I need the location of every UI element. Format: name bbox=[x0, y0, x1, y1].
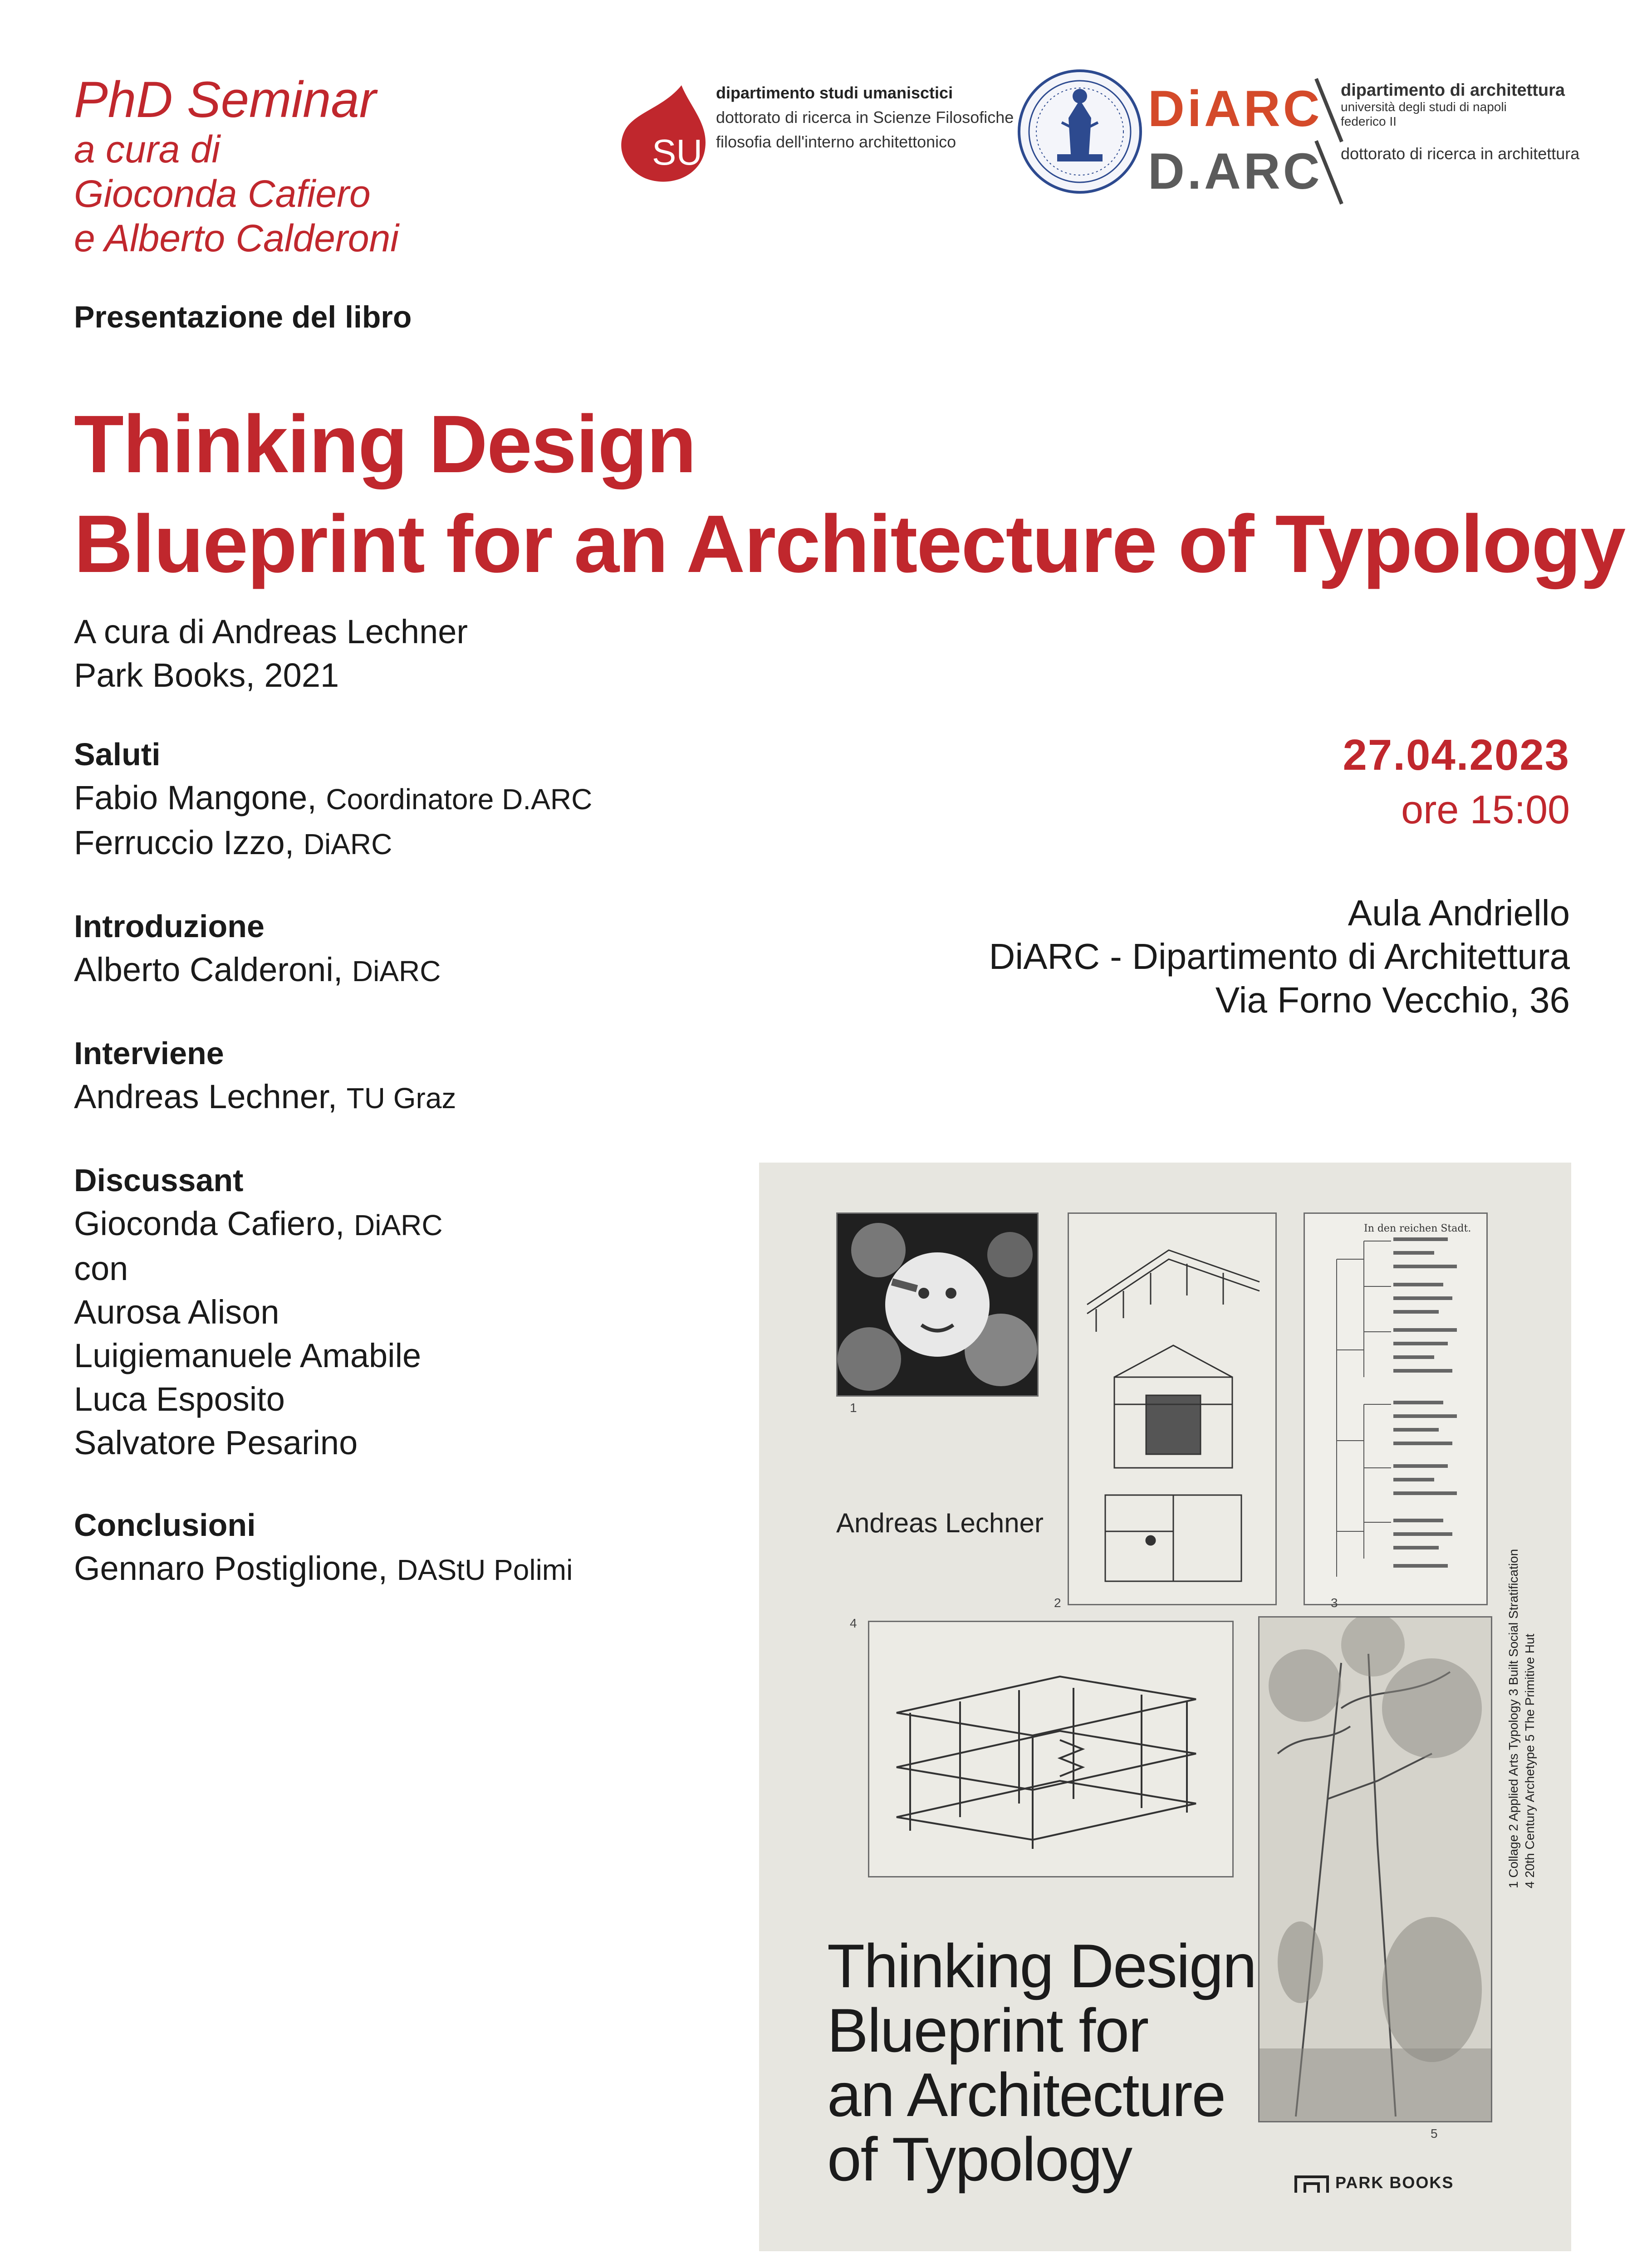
publisher-logo-text: PARK BOOKS bbox=[1335, 2173, 1454, 2192]
cover-author: Andreas Lechner bbox=[836, 1508, 1044, 1538]
cover-caption-2: 4 20th Century Archetype 5 The Primitive Hut bbox=[1523, 1633, 1537, 1888]
cover-panel-stratification bbox=[1304, 1212, 1488, 1605]
cover-captions bbox=[1505, 1435, 1555, 1888]
book-editor-info bbox=[74, 610, 468, 697]
panel-number: 1 bbox=[850, 1401, 857, 1415]
seminar-curator-2: e Alberto Calderoni bbox=[74, 217, 399, 259]
speaker-role: TU Graz bbox=[346, 1082, 456, 1114]
diarc-line-1: dipartimento di architettura bbox=[1341, 81, 1565, 100]
speaker-name: Alberto Calderoni, bbox=[74, 951, 343, 988]
speaker-line bbox=[74, 1075, 755, 1120]
editor-line: A cura di Andreas Lechner bbox=[74, 613, 468, 650]
speaker-line bbox=[74, 1202, 755, 1247]
book-title bbox=[74, 395, 1625, 594]
event-datetime bbox=[1343, 728, 1570, 837]
speaker-role: DiARC bbox=[352, 955, 441, 987]
section-interviene bbox=[74, 1031, 755, 1120]
publisher-line: Park Books, 2021 bbox=[74, 656, 339, 694]
su-line-3: filosofia dell'interno architettonico bbox=[716, 132, 956, 151]
discussant-name: Luca Esposito bbox=[74, 1380, 285, 1418]
cover-title bbox=[827, 1931, 1256, 2194]
darc-department-text: dottorato di ricerca in architettura bbox=[1341, 144, 1580, 163]
su-line-2: dottorato di ricerca in Scienze Filosofiche bbox=[716, 108, 1014, 127]
document-heading: In den reichen Stadt. bbox=[1364, 1223, 1471, 1234]
speaker-name: Andreas Lechner, bbox=[74, 1078, 338, 1115]
su-line-1: dipartimento studi umanisctici bbox=[716, 83, 953, 102]
book-presentation-kicker: Presentazione del libro bbox=[74, 300, 412, 334]
diarc-department-text bbox=[1341, 81, 1565, 129]
program bbox=[74, 733, 755, 1630]
su-mark: SU bbox=[652, 132, 703, 172]
section-heading: Conclusioni bbox=[74, 1507, 256, 1543]
seminar-block bbox=[74, 73, 399, 260]
cover-panel-typology bbox=[1068, 1212, 1277, 1605]
su-logo bbox=[613, 81, 718, 190]
book-title-line-1: Thinking Design bbox=[74, 399, 696, 490]
speaker-line bbox=[74, 776, 755, 821]
diarc-line-2: università degli studi di napoli bbox=[1341, 100, 1507, 114]
park-books-logo-icon bbox=[1294, 2172, 1330, 2195]
discussant-name: Aurosa Alison bbox=[74, 1293, 279, 1331]
panel-number: 5 bbox=[1431, 2126, 1438, 2141]
con-label: con bbox=[74, 1250, 128, 1287]
su-department-text bbox=[716, 81, 1014, 154]
section-conclusioni bbox=[74, 1503, 755, 1592]
speaker-role: Coordinatore D.ARC bbox=[326, 783, 593, 816]
speaker-role: DAStU Polimi bbox=[397, 1554, 573, 1586]
cover-caption-1: 1 Collage 2 Applied Arts Typology 3 Built Social Stratification bbox=[1506, 1549, 1520, 1888]
primitive-hut-engraving-icon bbox=[1260, 1618, 1491, 2121]
book-title-line-2: Blueprint for an Architecture of Typology bbox=[74, 499, 1625, 590]
cover-title-line: of Typology bbox=[827, 2125, 1132, 2194]
section-introduzione bbox=[74, 904, 755, 993]
moon-collage-icon bbox=[838, 1214, 1037, 1395]
venue-address: Via Forno Vecchio, 36 bbox=[1215, 980, 1570, 1020]
panel-number: 4 bbox=[850, 1616, 857, 1630]
book-cover-image bbox=[759, 1163, 1571, 2251]
cover-panel-collage bbox=[836, 1212, 1039, 1397]
panel-number: 2 bbox=[1054, 1596, 1061, 1610]
speaker-name: Ferruccio Izzo, bbox=[74, 824, 294, 861]
section-heading: Introduzione bbox=[74, 909, 265, 944]
section-heading: Discussant bbox=[74, 1163, 244, 1198]
speaker-role: DiARC bbox=[303, 828, 392, 860]
event-venue bbox=[989, 891, 1570, 1022]
speaker-line bbox=[74, 948, 755, 993]
seminar-title: PhD Seminar bbox=[74, 71, 377, 128]
speaker-name: Gioconda Cafiero, bbox=[74, 1205, 345, 1242]
speaker-name: Gennaro Postiglione, bbox=[74, 1549, 388, 1587]
university-seal-icon bbox=[1016, 68, 1143, 195]
darc-logo: D.ARC bbox=[1148, 143, 1323, 200]
domino-frame-icon bbox=[869, 1622, 1232, 1876]
speaker-line bbox=[74, 1547, 755, 1592]
speaker-name: Fabio Mangone, bbox=[74, 779, 317, 816]
speaker-line bbox=[74, 821, 755, 866]
section-heading: Interviene bbox=[74, 1036, 224, 1071]
venue-room: Aula Andriello bbox=[1348, 893, 1570, 933]
cover-title-line: an Architecture bbox=[827, 2060, 1225, 2129]
seminar-curator-1: Gioconda Cafiero bbox=[74, 172, 371, 215]
section-discussant bbox=[74, 1158, 755, 1465]
hut-drawing-icon bbox=[1069, 1214, 1275, 1604]
tree-diagram-icon bbox=[1305, 1214, 1486, 1604]
diarc-line-3: federico II bbox=[1341, 114, 1397, 128]
section-saluti bbox=[74, 733, 755, 866]
cover-panel-archetype bbox=[868, 1621, 1234, 1877]
discussant-name: Salvatore Pesarino bbox=[74, 1424, 358, 1461]
cover-title-line: Blueprint for bbox=[827, 1996, 1148, 2065]
panel-number: 3 bbox=[1331, 1596, 1338, 1610]
event-date: 27.04.2023 bbox=[1343, 731, 1570, 779]
venue-department: DiARC - Dipartimento di Architettura bbox=[989, 936, 1570, 977]
section-heading: Saluti bbox=[74, 737, 161, 772]
cover-title-line: Thinking Design bbox=[827, 1931, 1256, 2000]
discussant-name: Luigiemanuele Amabile bbox=[74, 1337, 422, 1374]
seminar-curated-label: a cura di bbox=[74, 128, 221, 171]
event-time: ore 15:00 bbox=[1401, 787, 1570, 832]
cover-panel-primitive-hut bbox=[1258, 1616, 1492, 2122]
speaker-role: DiARC bbox=[354, 1209, 443, 1242]
diarc-logo: DiARC bbox=[1148, 80, 1323, 137]
